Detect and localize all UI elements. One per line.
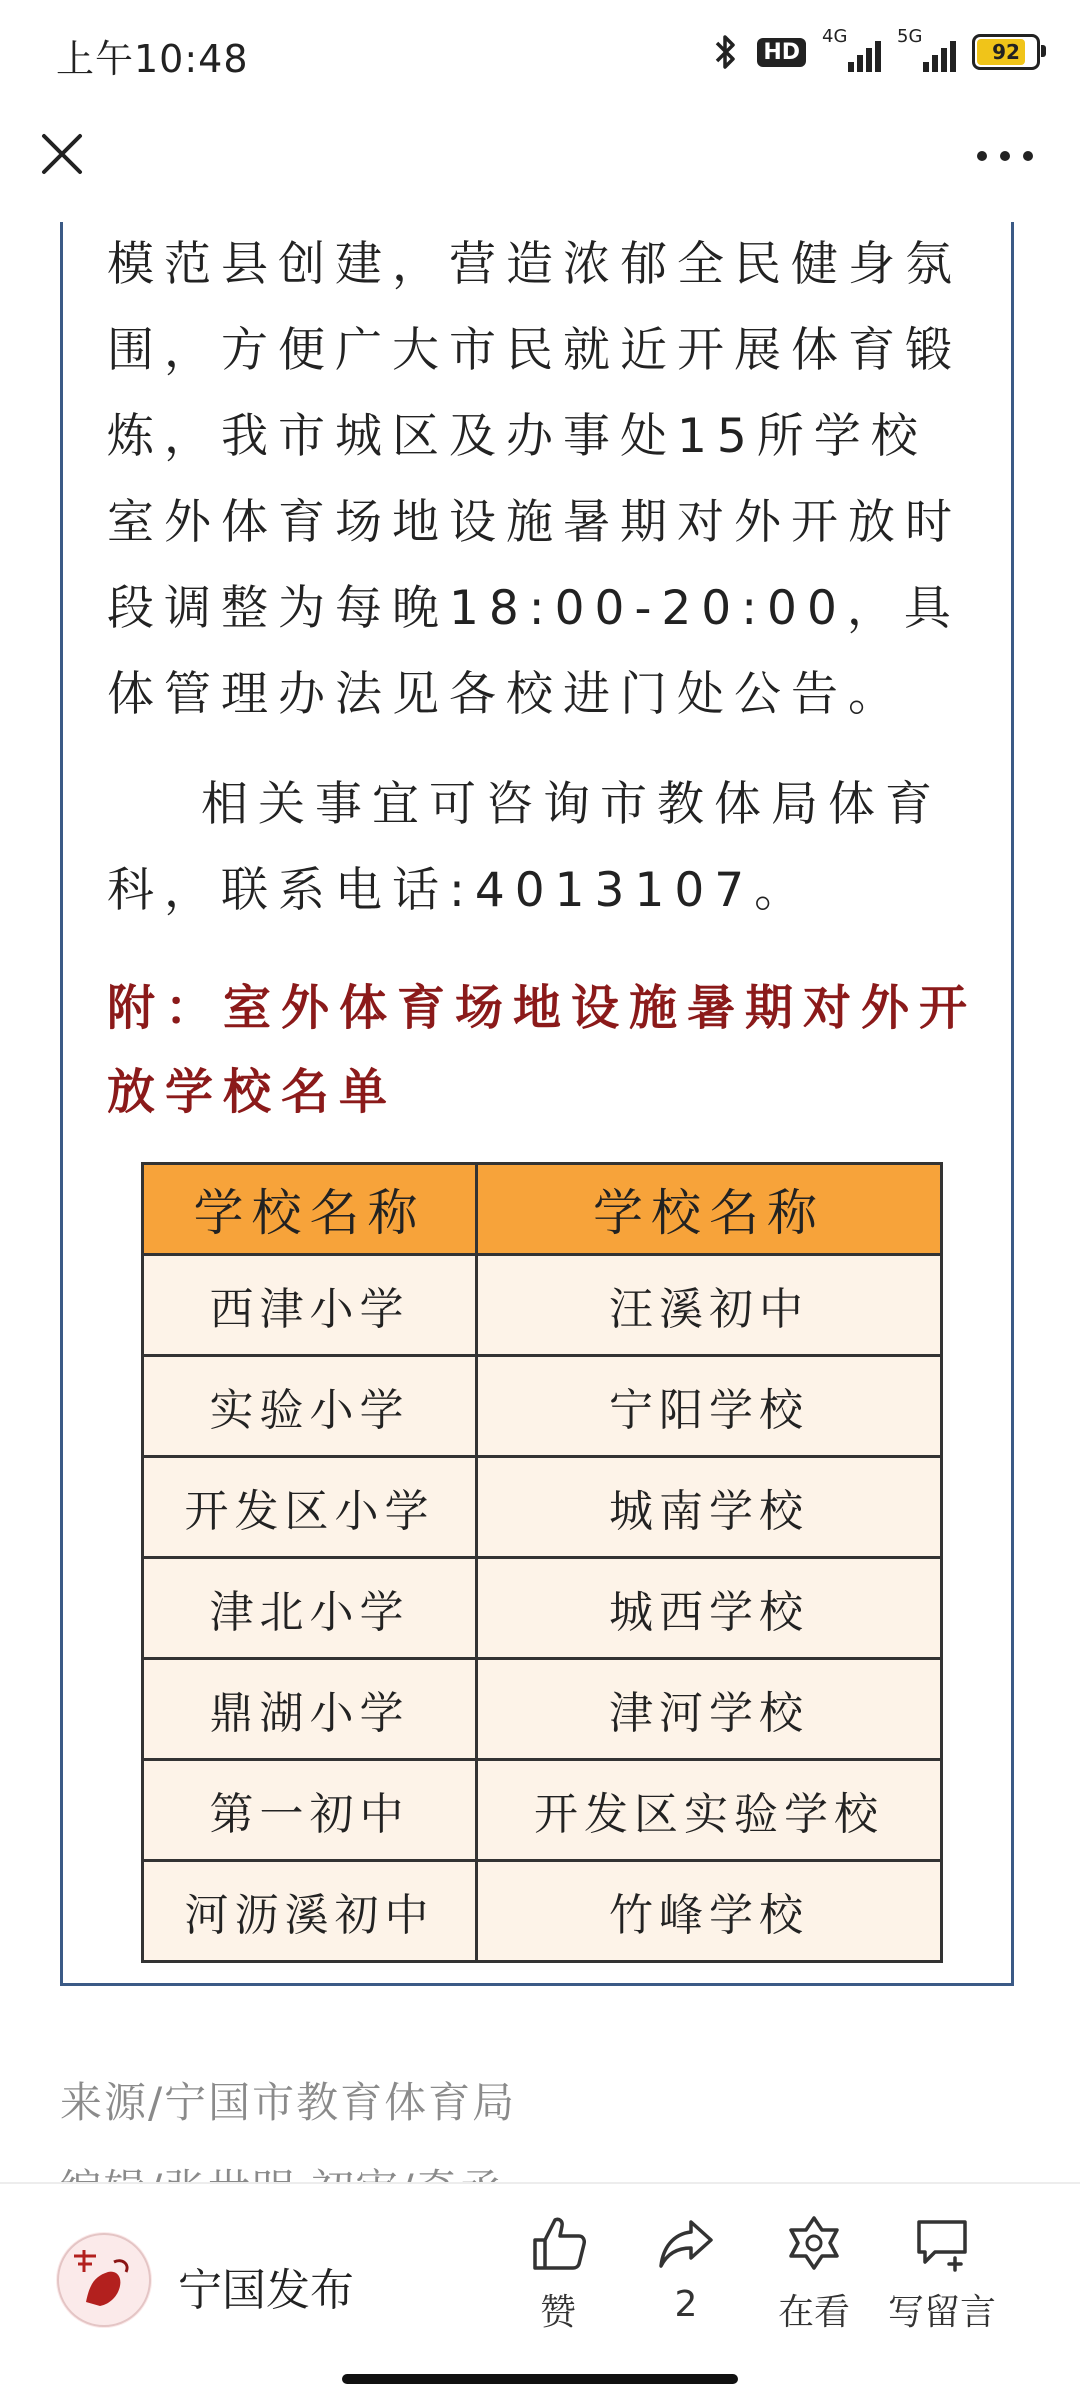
table-header-cell: 学校名称 (477, 1164, 942, 1255)
account-avatar[interactable] (56, 2232, 152, 2328)
account-logo-icon (56, 2232, 152, 2328)
table-row (143, 1558, 942, 1659)
view-button[interactable] (744, 2212, 884, 2335)
bluetooth-icon (711, 32, 741, 72)
table-cell: 第一初中 (143, 1760, 477, 1861)
comment-button[interactable] (872, 2212, 1012, 2335)
article-paragraph: 模范县创建，营造浓郁全民健身氛围，方便广大市民就近开展体育锻炼，我市城区及办事处15所学校室外体育场地设施暑期对外开放时段调整为每晚18:00-20:00，具体管理办法见各校进门处公告。 (107, 237, 962, 722)
status-bar (0, 0, 1080, 100)
like-label: 赞 (539, 2292, 576, 2333)
flower-icon (783, 2212, 845, 2274)
thumbs-up-icon (527, 2212, 589, 2274)
article-contact-paragraph: 相关事宜可咨询市教体局体育科，联系电话:4013107。 (107, 777, 942, 918)
battery-icon (972, 34, 1040, 70)
share-arrow-icon (655, 2212, 717, 2274)
signal-4g-icon: 4G (822, 32, 881, 72)
table-cell: 河沥溪初中 (143, 1861, 477, 1962)
signal-5g-icon: 5G (897, 32, 956, 72)
table-cell: 实验小学 (143, 1356, 477, 1457)
like-button[interactable] (488, 2212, 628, 2335)
table-cell: 竹峰学校 (477, 1861, 942, 1962)
table-cell: 津北小学 (143, 1558, 477, 1659)
table-row (143, 1861, 942, 1962)
appendix-title: 附：室外体育场地设施暑期对外开放学校名单 (107, 980, 978, 1120)
comment-label: 写留言 (887, 2292, 996, 2333)
table-cell: 鼎湖小学 (143, 1659, 477, 1760)
comment-plus-icon (911, 2212, 973, 2274)
more-icon[interactable] (970, 136, 1040, 176)
home-indicator[interactable] (342, 2374, 738, 2384)
table-row (143, 1457, 942, 1558)
table-cell: 汪溪初中 (477, 1255, 942, 1356)
table-cell: 城西学校 (477, 1558, 942, 1659)
share-button[interactable] (616, 2212, 756, 2325)
nav-bar (0, 100, 1080, 222)
table-cell: 开发区实验学校 (477, 1760, 942, 1861)
hd-badge: HD (757, 38, 806, 67)
article-frame (60, 222, 1014, 1986)
school-table (141, 1162, 943, 1963)
close-icon[interactable] (32, 124, 92, 184)
battery-percent: 92 (992, 40, 1020, 64)
share-count: 2 (674, 2284, 698, 2325)
article-source: 来源/宁国市教育体育局 (60, 2078, 517, 2127)
bottom-action-bar (0, 2182, 1080, 2402)
table-cell: 津河学校 (477, 1659, 942, 1760)
account-name[interactable]: 宁国发布 (178, 2265, 354, 2316)
view-label: 在看 (777, 2292, 850, 2333)
table-row (143, 1760, 942, 1861)
table-cell: 城南学校 (477, 1457, 942, 1558)
table-cell: 宁阳学校 (477, 1356, 942, 1457)
table-row (143, 1255, 942, 1356)
table-row (143, 1356, 942, 1457)
status-icons (711, 26, 1040, 74)
table-header-row (143, 1164, 942, 1255)
table-cell: 开发区小学 (143, 1457, 477, 1558)
status-time: 上午10:48 (56, 37, 249, 81)
table-header-cell: 学校名称 (143, 1164, 477, 1255)
table-cell: 西津小学 (143, 1255, 477, 1356)
table-row (143, 1659, 942, 1760)
